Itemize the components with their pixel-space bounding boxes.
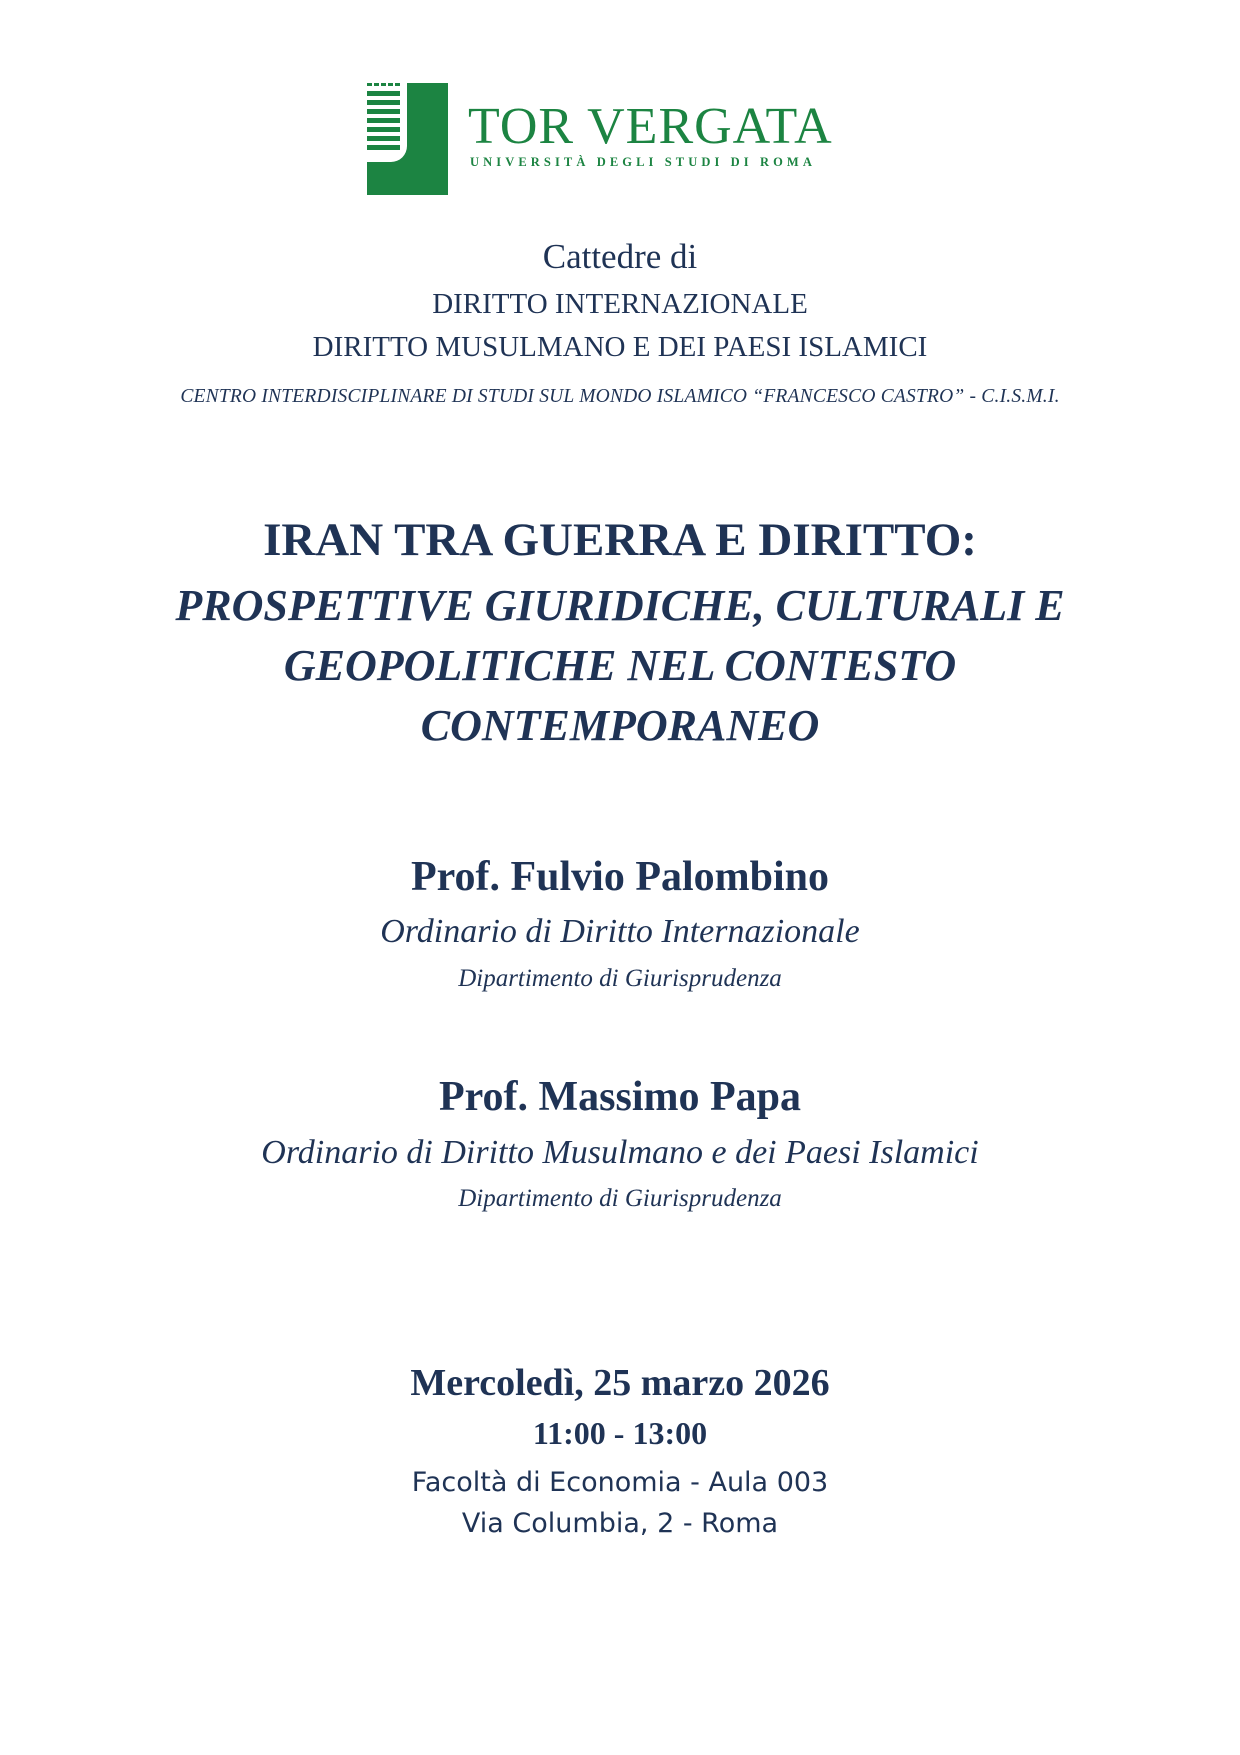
event-time: 11:00 - 13:00 [532, 1415, 708, 1451]
chair-name: DIRITTO MUSULMANO E DEI PAESI ISLAMICI [312, 331, 928, 363]
event-place: Facoltà di Economia - Aula 003 [411, 1467, 829, 1498]
university-logo [367, 83, 837, 195]
chair-name: DIRITTO INTERNAZIONALE [432, 288, 808, 320]
speaker-role: Ordinario di Diritto Musulmano e dei Paesi Islamici [261, 1134, 979, 1171]
logo-subtitle: UNIVERSITÀ DEGLI STUDI DI ROMA [470, 155, 816, 169]
speaker-name: Prof. Fulvio Palombino [410, 854, 830, 900]
tor-vergata-emblem-icon [367, 83, 453, 195]
subtitle-line: CONTEMPORANEO [420, 701, 820, 750]
event-subtitle [0, 576, 1240, 756]
event-address: Via Columbia, 2 - Roma [461, 1508, 779, 1539]
research-centre: CENTRO INTERDISCIPLINARE DI STUDI SUL MONDO ISLAMICO “FRANCESCO CASTRO” - C.I.S.M.I. [180, 386, 1060, 407]
speaker-name: Prof. Massimo Papa [438, 1074, 802, 1120]
speaker-department: Dipartimento di Giurisprudenza [458, 965, 782, 992]
event-title: IRAN TRA GUERRA E DIRITTO: [263, 514, 977, 566]
speaker-department: Dipartimento di Giurisprudenza [458, 1185, 782, 1212]
speaker-role: Ordinario di Diritto Internazionale [380, 913, 860, 950]
event-date: Mercoledì, 25 marzo 2026 [410, 1362, 830, 1404]
logo-name: TOR VERGATA [468, 98, 833, 155]
subtitle-line: PROSPETTIVE GIURIDICHE, CULTURALI E [175, 581, 1065, 630]
cattedre-heading: Cattedre di [542, 237, 698, 276]
subtitle-line: GEOPOLITICHE NEL CONTESTO [283, 641, 957, 690]
